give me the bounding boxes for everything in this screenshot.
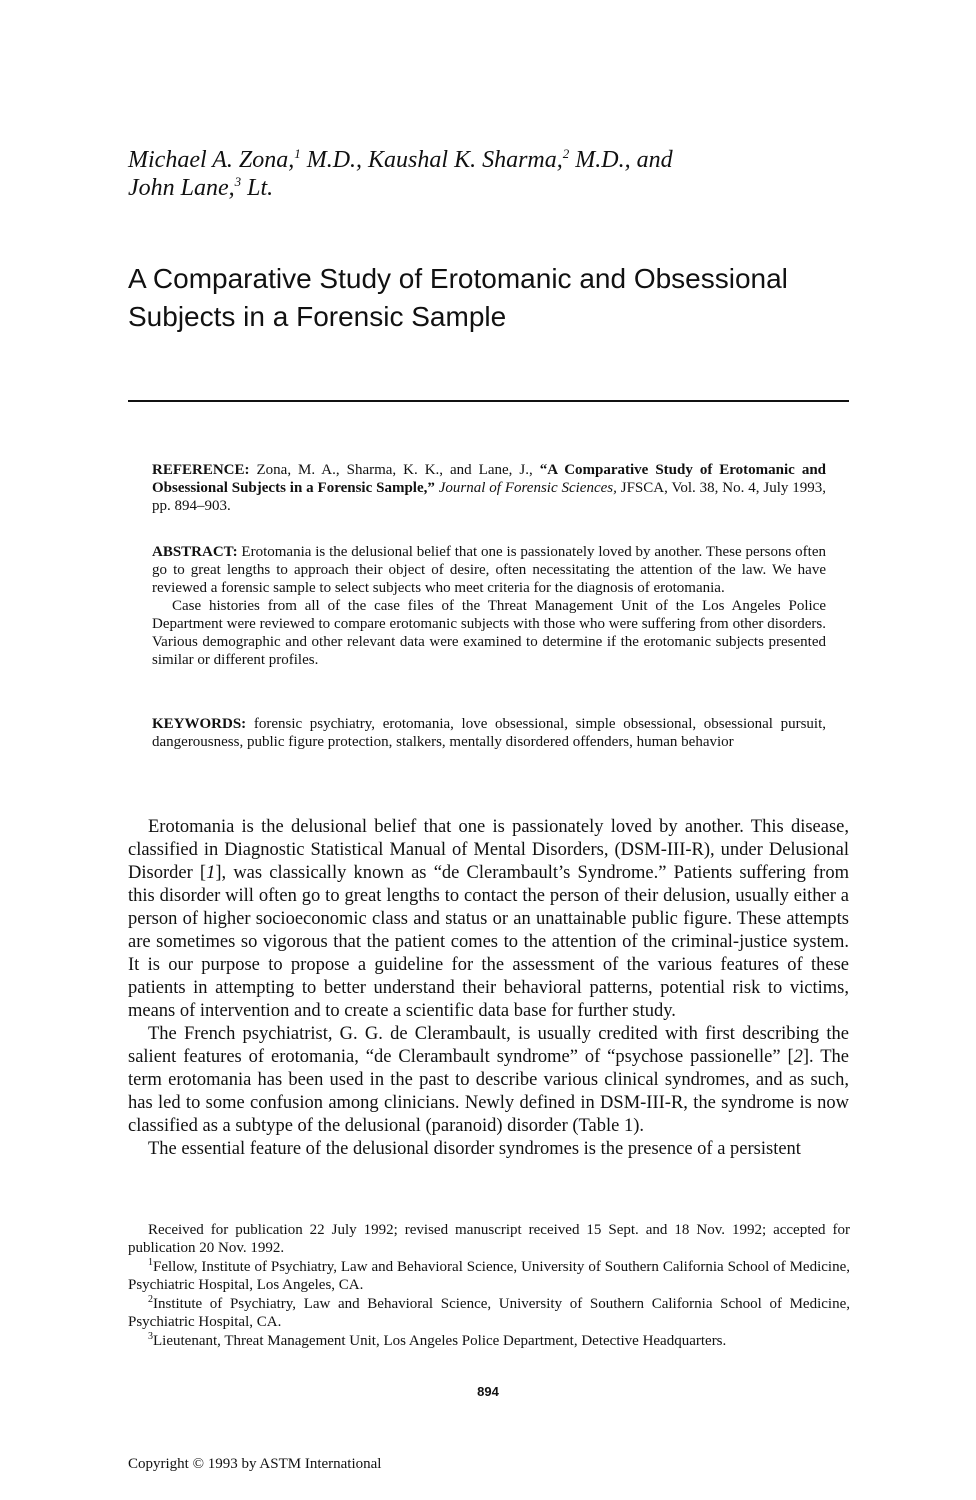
author-2-footnote-mark: 2 (562, 146, 570, 161)
copyright-notice: Copyright © 1993 by ASTM International (128, 1456, 382, 1472)
title-divider (128, 400, 849, 402)
keywords-text: forensic psychiatry, erotomania, love obsessional, simple obsessional, obsessional pursuit, dangerousness, public figure protection, stalkers, mentally disordered offenders, human behavior (152, 716, 827, 750)
paper-title (128, 260, 858, 336)
body-paragraph-1-part-b: ], was classically known as “de Clerambault’s Syndrome.” Patients suffering from this disorder will often go to great lengths to contact the person of their delusion, usually either a person of higher socioeconomic class and status or an unattainable public figure. These attempts are sometimes so vigorous that the patient comes to the attention of the criminal-justice system. It is our purpose to propose a guideline for the assessment of the various features of these patients in attempting to better understand their behavioral patterns, potential risk to victims, means of intervention and to create a scientific data base for further study. (128, 863, 849, 1021)
abstract-paragraph-1: Erotomania is the delusional belief that one is passionately loved by another. These persons often go to great lengths to approach their object of desire, often necessitating the attention of the law. We have reviewed a forensic sample to select subjects who meet criteria for the diagnosis of erotomania. (152, 544, 826, 596)
abstract-block (152, 543, 826, 669)
reference-block (152, 461, 826, 515)
reference-title: “A Comparative Study of Erotomanic and Obsessional Subjects in a Forensic Sample,” (152, 462, 827, 496)
author-3-footnote-mark: 3 (234, 174, 242, 189)
author-1-footnote-mark: 1 (294, 146, 301, 161)
received-note: Received for publication 22 July 1992; revised manuscript received 15 Sept. and 18 Nov. 1992; accepted for publication 20 Nov. 1992. (128, 1222, 850, 1256)
footnote-2-text: Institute of Psychiatry, Law and Behavioral Science, University of Southern California School of Medicine, Psychiatric Hospital, CA. (128, 1296, 850, 1330)
body-paragraph-2-part-b: ]. The term erotomania has been used in the past to describe various clinical syndromes, and as such, has led to some confusion among clinicians. Newly defined in DSM-III-R, the syndrome is now classified as a subtype of the delusional (paranoid) disorder (Table 1). (128, 1047, 849, 1136)
author-1-name: Michael A. Zona, (128, 147, 295, 173)
body-paragraph-1 (128, 816, 849, 1023)
paper-title-line-2: Subjects in a Forensic Sample (128, 301, 507, 332)
footnote-2-mark: 2 (148, 1294, 153, 1305)
author-list (128, 146, 848, 202)
footnote-1 (128, 1258, 850, 1294)
footnote-2 (128, 1295, 850, 1331)
footnote-3-mark: 3 (148, 1331, 153, 1342)
footnote-3 (128, 1332, 850, 1350)
paper-title-line-1: A Comparative Study of Erotomanic and Obsessional (128, 263, 788, 294)
citation-1: 1 (206, 863, 216, 883)
reference-details: JFSCA, Vol. 38, No. 4, July 1993, pp. 894–903. (152, 480, 826, 514)
page-number: 894 (477, 1384, 499, 1399)
body-text (128, 816, 849, 1161)
citation-2: 2 (793, 1047, 803, 1067)
body-paragraph-1-part-a: Erotomania is the delusional belief that one is passionately loved by another. This disease, classified in Diagnostic Statistical Manual of Mental Disorders, (DSM-III-R), under Delusional Disorder [ (128, 817, 849, 883)
footnotes (128, 1221, 850, 1351)
footnote-1-text: Fellow, Institute of Psychiatry, Law and Behavioral Science, University of Southern California School of Medicine, Psychiatric Hospital, Los Angeles, CA. (128, 1259, 850, 1293)
author-2-name: Kaushal K. Sharma, (368, 147, 563, 173)
author-3-degree: Lt. (247, 175, 274, 201)
body-paragraph-2 (128, 1023, 849, 1138)
reference-label: REFERENCE: (152, 462, 250, 478)
keywords-label: KEYWORDS: (152, 716, 247, 732)
footnote-3-text: Lieutenant, Threat Management Unit, Los Angeles Police Department, Detective Headquarters. (153, 1333, 727, 1349)
abstract-label: ABSTRACT: (152, 544, 238, 560)
body-paragraph-3: The essential feature of the delusional disorder syndromes is the presence of a persistent (148, 1139, 801, 1159)
author-1-degree: M.D., (306, 147, 363, 173)
author-3-name: John Lane, (128, 175, 235, 201)
footnote-1-mark: 1 (148, 1257, 153, 1268)
author-2-degree: M.D., and (575, 147, 673, 173)
body-paragraph-2-part-a: The French psychiatrist, G. G. de Clerambault, is usually credited with first describing the salient features of erotomania, “de Clerambault syndrome” of “psychose passionelle” [ (128, 1024, 849, 1067)
reference-authors: Zona, M. A., Sharma, K. K., and Lane, J., (256, 462, 533, 478)
reference-journal: Journal of Forensic Sciences, (438, 480, 617, 496)
keywords-block (152, 715, 826, 751)
abstract-paragraph-2: Case histories from all of the case files of the Threat Management Unit of the Los Angeles Police Department were reviewed to compare erotomanic subjects with those who were suffering from other disorders. Various demographic and other relevant data were examined to determine if the erotomanic subjects presented similar or different profiles. (152, 598, 826, 668)
